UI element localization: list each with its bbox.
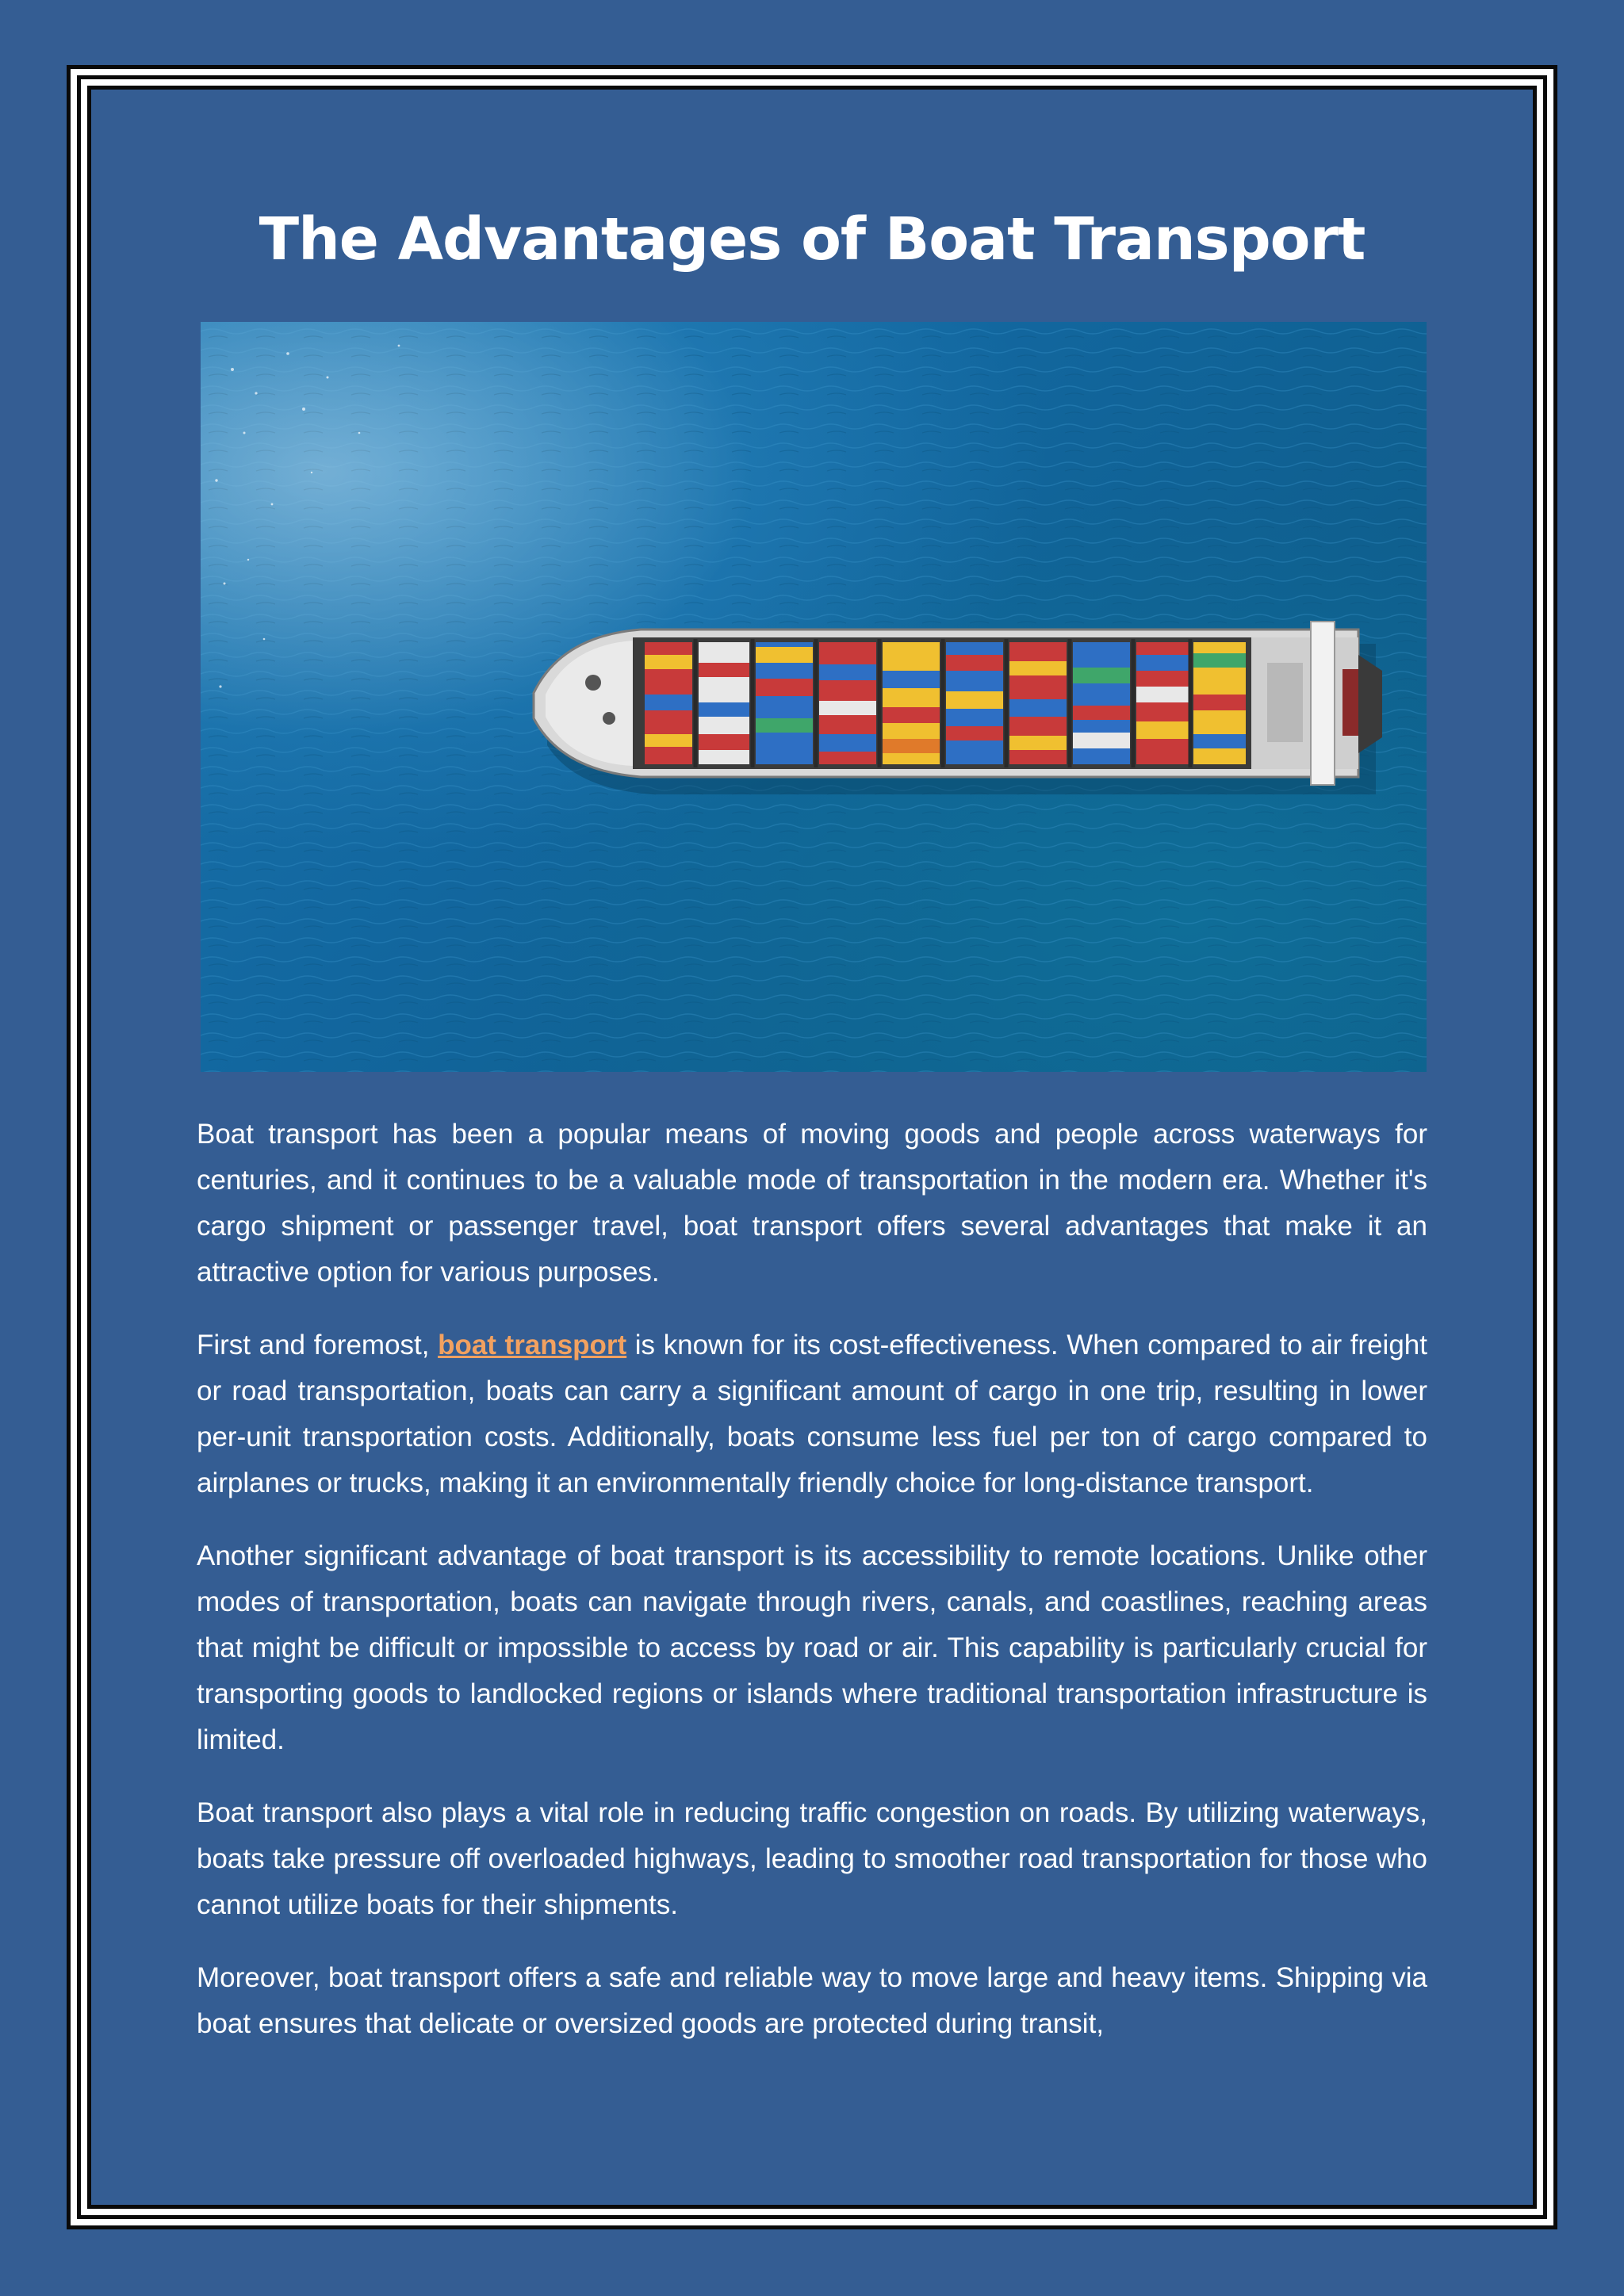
boat-transport-link[interactable]: boat transport [438, 1330, 627, 1360]
paragraph-cost-rest: is known for its cost-effectiveness. When compared to air freight or road transportation, boats can carry a significant amount of cargo in one trip, resulting in lower per-unit transportation costs. Additionally, boats consume less fuel per ton of cargo compared to airplanes or trucks, making it an environmentally friendly choice for long-distance transport. [197, 1330, 1427, 1498]
paragraph-safety: Moreover, boat transport offers a safe and reliable way to move large and heavy items. Shipping via boat ensures that delicate or oversized goods are protected during transit, [197, 1962, 1427, 2039]
hero-image [201, 322, 1427, 1072]
paragraph-congestion: Boat transport also plays a vital role in reducing traffic congestion on roads. By utilizing waterways, boats take pressure off overloaded highways, leading to smoother road transportation for those who cannot utilize boats for their shipments. [197, 1797, 1427, 1920]
page-title: The Advantages of Boat Transport [259, 205, 1365, 274]
paragraph-cost [197, 1322, 1427, 1506]
container-ship-aerial-photo [201, 322, 1427, 1072]
article-body [197, 1112, 1427, 2074]
paragraph-accessibility: Another significant advantage of boat transport is its accessibility to remote locations. Unlike other modes of transportation, boats can navigate through rivers, canals, and coastlines, reaching areas that might be difficult or impossible to access by road or air. This capability is particularly crucial for transporting goods to landlocked regions or islands where traditional transportation infrastructure is limited. [197, 1540, 1427, 1755]
paragraph-intro: Boat transport has been a popular means of moving goods and people across waterways for centuries, and it continues to be a valuable mode of transportation in the modern era. Whether it's cargo shipment or passenger travel, boat transport offers several advantages that make it an attractive option for various purposes. [197, 1119, 1427, 1288]
paragraph-cost-lead: First and foremost, [197, 1330, 439, 1360]
